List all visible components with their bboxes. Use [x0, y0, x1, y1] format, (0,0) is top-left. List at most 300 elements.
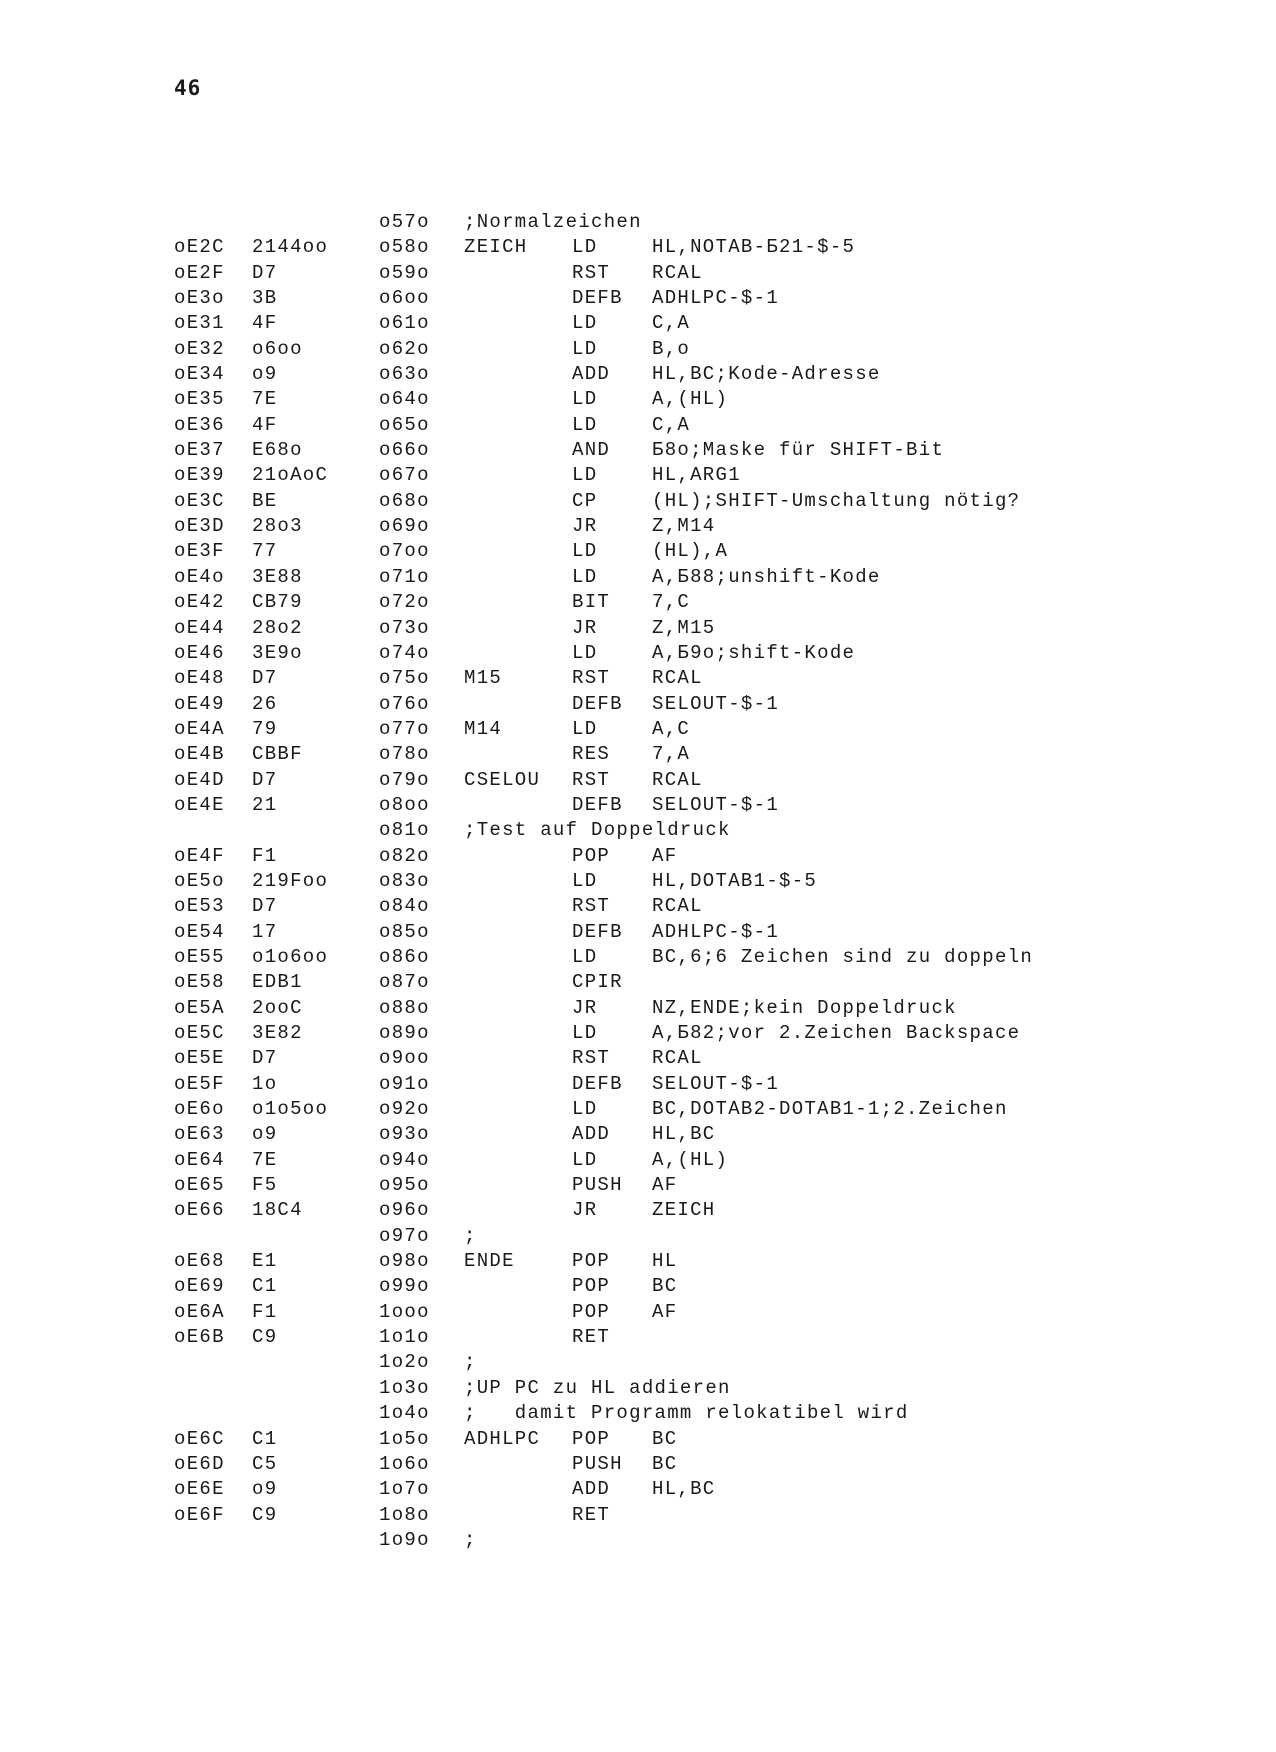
listing-code: C9	[252, 1326, 278, 1349]
listing-code: 79	[252, 717, 278, 740]
listing-line: 1o4o	[379, 1402, 430, 1425]
listing-line: o79o	[379, 768, 430, 791]
listing-addr: oE5A	[174, 996, 225, 1019]
listing-code: o9	[252, 1123, 278, 1146]
listing-comment: ;Test auf Doppeldruck	[464, 819, 731, 842]
listing-line: 1o8o	[379, 1503, 430, 1526]
listing-line	[174, 920, 1254, 945]
listing-operand: ADHLPC-$-1	[652, 920, 780, 943]
listing-operand: HL,NOTAB-Б21-$-5	[652, 236, 856, 259]
listing-line	[174, 1376, 1254, 1401]
listing-operand: 7,A	[652, 743, 691, 766]
listing-line	[174, 210, 1254, 235]
listing-code: CBBF	[252, 743, 303, 766]
listing-line: o8oo	[379, 793, 430, 816]
listing-op: DEFB	[572, 692, 623, 715]
listing-line	[174, 1350, 1254, 1375]
listing-code: E1	[252, 1250, 278, 1273]
listing-line	[174, 970, 1254, 995]
listing-op: BIT	[572, 591, 611, 614]
listing-op: LD	[572, 1098, 598, 1121]
listing-addr: oE36	[174, 413, 225, 436]
listing-code: 219Foo	[252, 869, 329, 892]
listing-line: o58o	[379, 236, 430, 259]
listing-op: POP	[572, 1427, 611, 1450]
listing-addr: oE4A	[174, 717, 225, 740]
listing-operand: AF	[652, 1300, 678, 1323]
listing-line	[174, 1046, 1254, 1071]
listing-op: LD	[572, 236, 598, 259]
listing-line: o64o	[379, 388, 430, 411]
listing-line	[174, 768, 1254, 793]
listing-line: o96o	[379, 1199, 430, 1222]
listing-addr: oE54	[174, 920, 225, 943]
listing-line: o7oo	[379, 540, 430, 563]
listing-code: o6oo	[252, 337, 303, 360]
listing-comment: ;	[464, 1351, 477, 1374]
listing-comment: ;	[464, 1224, 477, 1247]
listing-operand: AF	[652, 1174, 678, 1197]
listing-op: LD	[572, 869, 598, 892]
listing-line: 1ooo	[379, 1300, 430, 1323]
listing-line: o88o	[379, 996, 430, 1019]
listing-code: o1o6oo	[252, 945, 329, 968]
listing-operand: RCAL	[652, 1047, 703, 1070]
listing-label: CSELOU	[464, 768, 541, 791]
listing-line	[174, 894, 1254, 919]
listing-comment: ;UP PC zu HL addieren	[464, 1376, 731, 1399]
listing-line: o83o	[379, 869, 430, 892]
listing-op: JR	[572, 515, 598, 538]
listing-op: DEFB	[572, 920, 623, 943]
listing-line: o97o	[379, 1224, 430, 1247]
listing-code: 4F	[252, 413, 278, 436]
listing-code: 2144oo	[252, 236, 329, 259]
listing-line: 1o7o	[379, 1478, 430, 1501]
listing-op: RST	[572, 261, 611, 284]
listing-op: RST	[572, 1047, 611, 1070]
listing-addr: oE34	[174, 363, 225, 386]
listing-operand: A,Б82;vor 2.Zeichen Backspace	[652, 1022, 1021, 1044]
listing-line: 1o6o	[379, 1452, 430, 1475]
listing-line	[174, 1325, 1254, 1350]
listing-op: LD	[572, 565, 598, 588]
listing-code: 4F	[252, 312, 278, 335]
listing-line: o85o	[379, 920, 430, 943]
listing-line	[174, 438, 1254, 463]
listing-op: POP	[572, 844, 611, 867]
listing-op: LD	[572, 641, 598, 664]
listing-line	[174, 1503, 1254, 1528]
listing-code: 21oAoC	[252, 464, 329, 487]
listing-code: C1	[252, 1427, 278, 1450]
page-number: 46	[174, 76, 202, 100]
listing-operand: C,A	[652, 413, 691, 436]
listing-line	[174, 742, 1254, 767]
listing-line	[174, 1249, 1254, 1274]
listing-operand: BC,6;6 Zeichen sind zu doppeln	[652, 945, 1034, 968]
listing-line: o93o	[379, 1123, 430, 1146]
listing-code: D7	[252, 261, 278, 284]
listing-addr: oE4D	[174, 768, 225, 791]
listing-line	[174, 1148, 1254, 1173]
listing-addr: oE35	[174, 388, 225, 411]
listing-line: o73o	[379, 616, 430, 639]
listing-operand: A,Б88;unshift-Kode	[652, 565, 881, 588]
listing-line: o71o	[379, 565, 430, 588]
listing-code: C1	[252, 1275, 278, 1298]
listing-op: POP	[572, 1250, 611, 1273]
listing-operand: RCAL	[652, 768, 703, 791]
listing-operand: Z,M14	[652, 515, 716, 538]
listing-line: o86o	[379, 945, 430, 968]
listing-addr: oE37	[174, 439, 225, 462]
listing-line	[174, 1021, 1254, 1046]
listing-addr: oE58	[174, 971, 225, 994]
listing-line	[174, 1122, 1254, 1147]
listing-label: M15	[464, 667, 503, 690]
listing-op: LD	[572, 540, 598, 563]
listing-operand: HL,DOTAB1-$-5	[652, 869, 818, 892]
listing-operand: Z,M15	[652, 616, 716, 639]
listing-code: C9	[252, 1503, 278, 1526]
listing-line	[174, 793, 1254, 818]
listing-code: F5	[252, 1174, 278, 1197]
listing-operand: A,(HL)	[652, 388, 729, 411]
listing-addr: oE44	[174, 616, 225, 639]
listing-line: 1o1o	[379, 1326, 430, 1349]
listing-addr: oE6D	[174, 1452, 225, 1475]
listing-operand: SELOUT-$-1	[652, 1072, 780, 1095]
listing-addr: oE6A	[174, 1300, 225, 1323]
listing-line	[174, 945, 1254, 970]
listing-line	[174, 1452, 1254, 1477]
listing-addr: oE5C	[174, 1022, 225, 1044]
listing-line: 1o9o	[379, 1528, 430, 1551]
listing-addr: oE48	[174, 667, 225, 690]
listing-line: o91o	[379, 1072, 430, 1095]
listing-line	[174, 818, 1254, 843]
listing-op: JR	[572, 616, 598, 639]
listing-op: LD	[572, 945, 598, 968]
listing-op: DEFB	[572, 287, 623, 310]
listing-code: C5	[252, 1452, 278, 1475]
listing-line: o77o	[379, 717, 430, 740]
listing-addr: oE63	[174, 1123, 225, 1146]
listing-operand: HL,BC	[652, 1478, 716, 1501]
listing-line: o68o	[379, 489, 430, 512]
listing-code: 18C4	[252, 1199, 303, 1222]
listing-addr: oE2C	[174, 236, 225, 259]
listing-line	[174, 489, 1254, 514]
listing-line	[174, 869, 1254, 894]
listing-line	[174, 311, 1254, 336]
listing-op: LD	[572, 1148, 598, 1171]
listing-line: o57o	[379, 211, 430, 233]
listing-operand: A,C	[652, 717, 691, 740]
listing-line: o63o	[379, 363, 430, 386]
listing-code: D7	[252, 1047, 278, 1070]
listing-line: o62o	[379, 337, 430, 360]
listing-operand: ZEICH	[652, 1199, 716, 1222]
listing-code: o1o5oo	[252, 1098, 329, 1121]
listing-op: LD	[572, 312, 598, 335]
listing-code: 28o2	[252, 616, 303, 639]
listing-code: CB79	[252, 591, 303, 614]
listing-code: o9	[252, 363, 278, 386]
listing-code: 2ooC	[252, 996, 303, 1019]
listing-line	[174, 844, 1254, 869]
listing-code: 26	[252, 692, 278, 715]
listing-comment: ; damit Programm relokatibel wird	[464, 1402, 909, 1425]
listing-line	[174, 539, 1254, 564]
listing-line: o89o	[379, 1022, 430, 1044]
listing-operand: RCAL	[652, 261, 703, 284]
listing-code: EDB1	[252, 971, 303, 994]
listing-line: o98o	[379, 1250, 430, 1273]
listing-op: RST	[572, 768, 611, 791]
listing-operand: NZ,ENDE;kein Doppeldruck	[652, 996, 957, 1019]
listing-addr: oE5o	[174, 869, 225, 892]
listing-line	[174, 1274, 1254, 1299]
listing-addr: oE53	[174, 895, 225, 918]
listing-operand: A,Б9o;shift-Kode	[652, 641, 856, 664]
listing-operand: AF	[652, 844, 678, 867]
listing-line	[174, 1097, 1254, 1122]
listing-code: 3E88	[252, 565, 303, 588]
listing-op: LD	[572, 717, 598, 740]
listing-line: o67o	[379, 464, 430, 487]
listing-line: 1o5o	[379, 1427, 430, 1450]
listing-code: 77	[252, 540, 278, 563]
listing-addr: oE6o	[174, 1098, 225, 1121]
listing-line: o94o	[379, 1148, 430, 1171]
listing-line: o75o	[379, 667, 430, 690]
listing-line	[174, 616, 1254, 641]
listing-op: PUSH	[572, 1452, 623, 1475]
listing-line: o87o	[379, 971, 430, 994]
listing-op: LD	[572, 464, 598, 487]
listing-op: LD	[572, 1022, 598, 1044]
listing-line: o69o	[379, 515, 430, 538]
listing-addr: oE3D	[174, 515, 225, 538]
listing-operand: SELOUT-$-1	[652, 793, 780, 816]
listing-line: o61o	[379, 312, 430, 335]
listing-addr: oE3F	[174, 540, 225, 563]
listing-line	[174, 235, 1254, 260]
listing-line: o81o	[379, 819, 430, 842]
listing-label: ADHLPC	[464, 1427, 541, 1450]
listing-op: LD	[572, 388, 598, 411]
listing-operand: (HL);SHIFT-Umschaltung nötig?	[652, 489, 1021, 512]
listing-operand: HL,BC	[652, 1123, 716, 1146]
listing-line	[174, 641, 1254, 666]
listing-addr: oE68	[174, 1250, 225, 1273]
listing-line	[174, 1477, 1254, 1502]
listing-line	[174, 1224, 1254, 1249]
listing-operand: B,o	[652, 337, 691, 360]
listing-addr: oE4F	[174, 844, 225, 867]
listing-code: 3E82	[252, 1022, 303, 1044]
listing-operand: RCAL	[652, 667, 703, 690]
listing-op: RST	[572, 667, 611, 690]
listing-line	[174, 413, 1254, 438]
listing-code: o9	[252, 1478, 278, 1501]
listing-op: LD	[572, 413, 598, 436]
listing-addr: oE4B	[174, 743, 225, 766]
listing-line	[174, 1072, 1254, 1097]
listing-operand: 7,C	[652, 591, 691, 614]
listing-addr: oE66	[174, 1199, 225, 1222]
listing-operand: Б8o;Maske für SHIFT-Bit	[652, 439, 945, 462]
listing-line: o92o	[379, 1098, 430, 1121]
listing-line	[174, 717, 1254, 742]
listing-op: CP	[572, 489, 598, 512]
listing-op: ADD	[572, 1123, 611, 1146]
listing-operand: (HL),A	[652, 540, 729, 563]
listing-line: o66o	[379, 439, 430, 462]
listing-line: o95o	[379, 1174, 430, 1197]
listing-op: RST	[572, 895, 611, 918]
listing-addr: oE46	[174, 641, 225, 664]
listing-addr: oE31	[174, 312, 225, 335]
listing-op: JR	[572, 996, 598, 1019]
listing-code: 3E9o	[252, 641, 303, 664]
listing-line: o78o	[379, 743, 430, 766]
listing-line	[174, 1300, 1254, 1325]
listing-operand: A,(HL)	[652, 1148, 729, 1171]
listing-addr: oE39	[174, 464, 225, 487]
listing-line	[174, 1401, 1254, 1426]
listing-code: 7E	[252, 1148, 278, 1171]
listing-line	[174, 1528, 1254, 1553]
listing-line	[174, 1198, 1254, 1223]
listing-line: o6oo	[379, 287, 430, 310]
listing-addr: oE64	[174, 1148, 225, 1171]
listing-line	[174, 337, 1254, 362]
listing-line	[174, 286, 1254, 311]
listing-label: ZEICH	[464, 236, 528, 259]
listing-operand: SELOUT-$-1	[652, 692, 780, 715]
listing-comment: ;Normalzeichen	[464, 211, 642, 233]
listing-addr: oE3o	[174, 287, 225, 310]
listing-comment: ;	[464, 1528, 477, 1551]
listing-line	[174, 362, 1254, 387]
listing-addr: oE55	[174, 945, 225, 968]
listing-line	[174, 1173, 1254, 1198]
listing-operand: HL,ARG1	[652, 464, 741, 487]
listing-addr: oE32	[174, 337, 225, 360]
listing-addr: oE6E	[174, 1478, 225, 1501]
listing-operand: BC,DOTAB2-DOTAB1-1;2.Zeichen	[652, 1098, 1008, 1121]
listing-label: ENDE	[464, 1250, 515, 1273]
listing-code: 28o3	[252, 515, 303, 538]
listing-code: 3B	[252, 287, 278, 310]
listing-line	[174, 387, 1254, 412]
listing-line: o9oo	[379, 1047, 430, 1070]
listing-line	[174, 514, 1254, 539]
assembler-listing	[174, 210, 1254, 1553]
listing-addr: oE5F	[174, 1072, 225, 1095]
listing-line: 1o2o	[379, 1351, 430, 1374]
listing-op: CPIR	[572, 971, 623, 994]
listing-operand: BC	[652, 1452, 678, 1475]
listing-op: POP	[572, 1300, 611, 1323]
listing-line	[174, 692, 1254, 717]
listing-line: o82o	[379, 844, 430, 867]
listing-operand: ADHLPC-$-1	[652, 287, 780, 310]
listing-op: PUSH	[572, 1174, 623, 1197]
listing-addr: oE49	[174, 692, 225, 715]
listing-line: o76o	[379, 692, 430, 715]
listing-op: LD	[572, 337, 598, 360]
listing-op: POP	[572, 1275, 611, 1298]
listing-operand: C,A	[652, 312, 691, 335]
listing-op: RES	[572, 743, 611, 766]
listing-code: D7	[252, 667, 278, 690]
listing-code: E68o	[252, 439, 303, 462]
listing-op: ADD	[572, 1478, 611, 1501]
listing-op: RET	[572, 1503, 611, 1526]
listing-line	[174, 666, 1254, 691]
listing-line	[174, 996, 1254, 1021]
listing-addr: oE65	[174, 1174, 225, 1197]
listing-line	[174, 590, 1254, 615]
listing-addr: oE4o	[174, 565, 225, 588]
listing-code: BE	[252, 489, 278, 512]
listing-op: DEFB	[572, 1072, 623, 1095]
listing-line	[174, 565, 1254, 590]
listing-line: o84o	[379, 895, 430, 918]
listing-line: o99o	[379, 1275, 430, 1298]
listing-operand: RCAL	[652, 895, 703, 918]
listing-addr: oE69	[174, 1275, 225, 1298]
listing-op: DEFB	[572, 793, 623, 816]
listing-addr: oE6C	[174, 1427, 225, 1450]
listing-code: F1	[252, 1300, 278, 1323]
listing-line: o72o	[379, 591, 430, 614]
listing-operand: BC	[652, 1275, 678, 1298]
listing-addr: oE2F	[174, 261, 225, 284]
listing-addr: oE4E	[174, 793, 225, 816]
listing-op: AND	[572, 439, 611, 462]
listing-addr: oE5E	[174, 1047, 225, 1070]
listing-code: 7E	[252, 388, 278, 411]
listing-code: 17	[252, 920, 278, 943]
listing-op: JR	[572, 1199, 598, 1222]
listing-code: 1o	[252, 1072, 278, 1095]
listing-operand: BC	[652, 1427, 678, 1450]
listing-line	[174, 261, 1254, 286]
listing-line: 1o3o	[379, 1376, 430, 1399]
listing-label: M14	[464, 717, 503, 740]
listing-op: ADD	[572, 363, 611, 386]
listing-addr: oE42	[174, 591, 225, 614]
listing-line: o65o	[379, 413, 430, 436]
listing-op: RET	[572, 1326, 611, 1349]
listing-code: D7	[252, 768, 278, 791]
listing-operand: HL,BC;Kode-Adresse	[652, 363, 881, 386]
listing-addr: oE6B	[174, 1326, 225, 1349]
listing-operand: HL	[652, 1250, 678, 1273]
listing-code: 21	[252, 793, 278, 816]
listing-addr: oE3C	[174, 489, 225, 512]
listing-addr: oE6F	[174, 1503, 225, 1526]
listing-line	[174, 1427, 1254, 1452]
listing-code: D7	[252, 895, 278, 918]
listing-line: o59o	[379, 261, 430, 284]
listing-line	[174, 463, 1254, 488]
